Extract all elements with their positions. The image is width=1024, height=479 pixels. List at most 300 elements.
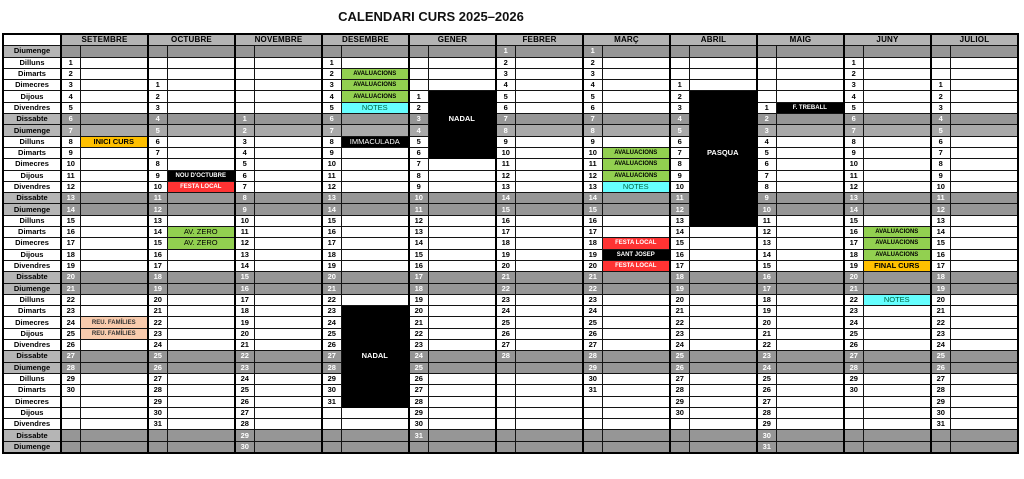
calendar-row	[3, 430, 1018, 441]
day-label-cell: Dilluns	[3, 136, 61, 147]
day-number-cell: 18	[61, 249, 80, 260]
empty-cell	[776, 260, 844, 271]
day-number-cell	[61, 46, 80, 57]
empty-cell	[863, 102, 931, 113]
empty-cell	[80, 102, 148, 113]
day-number-cell	[61, 441, 80, 453]
day-number-cell: 19	[322, 260, 341, 271]
day-number-cell: 16	[148, 249, 167, 260]
day-label-cell: Dijous	[3, 249, 61, 260]
day-number-cell: 3	[322, 80, 341, 91]
day-number-cell: 23	[235, 362, 254, 373]
empty-cell	[776, 227, 844, 238]
empty-cell	[254, 407, 322, 418]
day-number-cell: 23	[148, 328, 167, 339]
day-number-cell: 11	[61, 170, 80, 181]
empty-cell	[515, 260, 583, 271]
day-number-cell: 6	[583, 102, 602, 113]
empty-cell	[515, 181, 583, 192]
day-number-cell: 10	[670, 181, 689, 192]
day-number-cell: 30	[61, 385, 80, 396]
day-number-cell	[235, 102, 254, 113]
empty-cell	[428, 204, 496, 215]
empty-cell	[80, 91, 148, 102]
event-cell: REU. FAMÍLIES	[80, 317, 148, 328]
day-number-cell: 20	[496, 260, 515, 271]
empty-cell	[341, 419, 409, 430]
empty-cell	[863, 181, 931, 192]
day-number-cell: 15	[931, 238, 950, 249]
day-number-cell: 13	[757, 238, 776, 249]
empty-cell	[776, 80, 844, 91]
day-number-cell: 4	[496, 80, 515, 91]
calendar-row	[3, 306, 1018, 317]
day-number-cell: 26	[583, 328, 602, 339]
empty-cell	[950, 238, 1018, 249]
day-number-cell: 19	[235, 317, 254, 328]
day-number-cell: 24	[148, 340, 167, 351]
day-number-cell	[670, 419, 689, 430]
day-number-cell: 10	[844, 159, 863, 170]
empty-cell	[254, 317, 322, 328]
empty-cell	[776, 419, 844, 430]
day-number-cell: 2	[583, 57, 602, 68]
empty-cell	[602, 114, 670, 125]
day-number-cell: 5	[931, 125, 950, 136]
day-number-cell: 5	[496, 91, 515, 102]
day-number-cell: 20	[757, 317, 776, 328]
day-number-cell: 11	[583, 159, 602, 170]
day-number-cell: 26	[496, 328, 515, 339]
day-number-cell: 26	[61, 340, 80, 351]
calendar-row	[3, 193, 1018, 204]
event-cell: AVALUACIONS	[602, 159, 670, 170]
calendar-row	[3, 57, 1018, 68]
day-number-cell: 23	[583, 294, 602, 305]
empty-cell	[863, 419, 931, 430]
empty-cell	[950, 159, 1018, 170]
day-number-cell: 20	[670, 294, 689, 305]
empty-cell	[254, 204, 322, 215]
month-header-juny: JUNY	[844, 34, 931, 46]
day-number-cell: 13	[670, 215, 689, 226]
empty-cell	[776, 441, 844, 453]
month-header-novembre: NOVEMBRE	[235, 34, 322, 46]
calendar-row	[3, 68, 1018, 79]
day-label-cell: Dissabte	[3, 272, 61, 283]
day-number-cell: 26	[844, 340, 863, 351]
empty-cell	[776, 91, 844, 102]
day-number-cell: 24	[583, 306, 602, 317]
day-label-cell: Dijous	[3, 170, 61, 181]
month-header-row	[3, 34, 1018, 46]
empty-cell	[167, 136, 235, 147]
day-number-cell: 6	[235, 170, 254, 181]
empty-cell	[167, 114, 235, 125]
empty-cell	[341, 193, 409, 204]
empty-cell	[167, 385, 235, 396]
empty-cell	[950, 136, 1018, 147]
day-number-cell: 2	[235, 125, 254, 136]
day-number-cell: 16	[844, 227, 863, 238]
empty-cell	[515, 193, 583, 204]
empty-cell	[167, 272, 235, 283]
calendar-row	[3, 441, 1018, 453]
empty-cell	[167, 396, 235, 407]
empty-cell	[950, 283, 1018, 294]
holiday-block-cell	[341, 373, 409, 384]
day-number-cell	[61, 419, 80, 430]
empty-cell	[167, 125, 235, 136]
day-number-cell: 21	[844, 283, 863, 294]
empty-cell	[167, 102, 235, 113]
empty-cell	[689, 362, 757, 373]
empty-cell	[80, 125, 148, 136]
day-number-cell: 27	[409, 385, 428, 396]
empty-cell	[776, 373, 844, 384]
empty-cell	[602, 373, 670, 384]
day-number-cell: 24	[322, 317, 341, 328]
day-number-cell: 26	[931, 362, 950, 373]
empty-cell	[428, 407, 496, 418]
day-number-cell: 28	[757, 407, 776, 418]
day-number-cell: 2	[757, 114, 776, 125]
calendar-row	[3, 249, 1018, 260]
day-number-cell: 11	[235, 227, 254, 238]
empty-cell	[167, 57, 235, 68]
empty-cell	[254, 419, 322, 430]
day-number-cell: 7	[670, 147, 689, 158]
day-number-cell: 13	[61, 193, 80, 204]
empty-cell	[950, 385, 1018, 396]
empty-cell	[602, 204, 670, 215]
day-number-cell	[148, 430, 167, 441]
day-number-cell: 4	[757, 136, 776, 147]
empty-cell	[80, 193, 148, 204]
event-cell: AVALUACIONS	[341, 80, 409, 91]
empty-cell	[776, 317, 844, 328]
day-label-cell: Divendres	[3, 340, 61, 351]
empty-cell	[254, 373, 322, 384]
day-number-cell: 6	[61, 114, 80, 125]
day-number-cell: 21	[931, 306, 950, 317]
day-number-cell: 14	[322, 204, 341, 215]
day-number-cell: 14	[583, 193, 602, 204]
empty-cell	[341, 407, 409, 418]
empty-cell	[515, 159, 583, 170]
day-number-cell: 8	[844, 136, 863, 147]
empty-cell	[80, 351, 148, 362]
empty-cell	[254, 396, 322, 407]
empty-cell	[167, 441, 235, 453]
empty-cell	[167, 204, 235, 215]
day-number-cell: 7	[148, 147, 167, 158]
empty-cell	[341, 430, 409, 441]
day-number-cell: 28	[235, 419, 254, 430]
empty-cell	[689, 407, 757, 418]
day-number-cell: 16	[61, 227, 80, 238]
day-number-cell: 27	[322, 351, 341, 362]
day-number-cell: 9	[670, 170, 689, 181]
empty-cell	[341, 46, 409, 57]
empty-cell	[863, 125, 931, 136]
day-number-cell: 7	[757, 170, 776, 181]
calendar-row	[3, 351, 1018, 362]
empty-cell	[863, 328, 931, 339]
empty-cell	[950, 80, 1018, 91]
empty-cell	[602, 215, 670, 226]
empty-cell	[776, 283, 844, 294]
day-label-cell: Divendres	[3, 419, 61, 430]
empty-cell	[254, 46, 322, 57]
empty-cell	[254, 159, 322, 170]
day-number-cell: 3	[670, 102, 689, 113]
event-cell: FESTA LOCAL	[602, 238, 670, 249]
day-number-cell: 13	[235, 249, 254, 260]
empty-cell	[167, 328, 235, 339]
day-number-cell: 31	[148, 419, 167, 430]
day-number-cell: 18	[757, 294, 776, 305]
calendar-row	[3, 181, 1018, 192]
day-number-cell: 24	[931, 340, 950, 351]
day-number-cell: 25	[235, 385, 254, 396]
empty-cell	[776, 68, 844, 79]
day-number-cell: 31	[322, 396, 341, 407]
corner-cell	[3, 34, 61, 46]
empty-cell	[602, 441, 670, 453]
holiday-block-cell	[341, 340, 409, 351]
calendar	[2, 33, 1019, 454]
day-number-cell	[931, 57, 950, 68]
month-header-febrer: FEBRER	[496, 34, 583, 46]
day-number-cell: 5	[844, 102, 863, 113]
day-number-cell: 25	[148, 351, 167, 362]
empty-cell	[950, 306, 1018, 317]
empty-cell	[428, 317, 496, 328]
calendar-row	[3, 238, 1018, 249]
day-number-cell	[235, 91, 254, 102]
day-number-cell: 21	[757, 328, 776, 339]
day-number-cell: 22	[931, 317, 950, 328]
day-number-cell: 15	[148, 238, 167, 249]
day-number-cell: 16	[670, 249, 689, 260]
empty-cell	[515, 373, 583, 384]
empty-cell	[515, 238, 583, 249]
day-number-cell: 7	[322, 125, 341, 136]
empty-cell	[776, 159, 844, 170]
day-number-cell: 29	[235, 430, 254, 441]
day-number-cell: 28	[844, 362, 863, 373]
empty-cell	[602, 57, 670, 68]
empty-cell	[80, 385, 148, 396]
day-number-cell: 11	[409, 204, 428, 215]
calendar-row	[3, 114, 1018, 125]
empty-cell	[602, 283, 670, 294]
calendar-row	[3, 80, 1018, 91]
event-cell: NOTES	[341, 102, 409, 113]
empty-cell	[863, 147, 931, 158]
empty-cell	[80, 57, 148, 68]
day-number-cell: 28	[670, 385, 689, 396]
empty-cell	[515, 147, 583, 158]
empty-cell	[341, 272, 409, 283]
empty-cell	[428, 396, 496, 407]
day-number-cell: 22	[322, 294, 341, 305]
day-number-cell: 12	[931, 204, 950, 215]
day-number-cell: 25	[583, 317, 602, 328]
day-number-cell	[583, 407, 602, 418]
day-number-cell: 22	[496, 283, 515, 294]
empty-cell	[341, 170, 409, 181]
day-number-cell: 22	[844, 294, 863, 305]
empty-cell	[950, 441, 1018, 453]
empty-cell	[950, 193, 1018, 204]
empty-cell	[515, 351, 583, 362]
day-number-cell: 25	[931, 351, 950, 362]
calendar-row	[3, 328, 1018, 339]
empty-cell	[515, 102, 583, 113]
empty-cell	[776, 430, 844, 441]
empty-cell	[689, 419, 757, 430]
empty-cell	[776, 193, 844, 204]
day-number-cell: 13	[844, 193, 863, 204]
empty-cell	[950, 215, 1018, 226]
empty-cell	[167, 340, 235, 351]
day-number-cell: 12	[235, 238, 254, 249]
day-number-cell: 16	[235, 283, 254, 294]
day-number-cell	[61, 430, 80, 441]
day-number-cell: 22	[409, 328, 428, 339]
day-number-cell: 23	[409, 340, 428, 351]
empty-cell	[341, 57, 409, 68]
day-number-cell: 14	[148, 227, 167, 238]
day-number-cell: 17	[931, 260, 950, 271]
day-label-cell: Dimecres	[3, 317, 61, 328]
empty-cell	[950, 170, 1018, 181]
empty-cell	[80, 430, 148, 441]
day-number-cell: 20	[235, 328, 254, 339]
day-number-cell: 23	[496, 294, 515, 305]
day-number-cell	[148, 57, 167, 68]
empty-cell	[863, 272, 931, 283]
day-number-cell: 14	[61, 204, 80, 215]
day-number-cell	[322, 46, 341, 57]
day-number-cell: 23	[844, 306, 863, 317]
day-label-cell: Divendres	[3, 260, 61, 271]
empty-cell	[80, 260, 148, 271]
event-cell: AV. ZERO	[167, 227, 235, 238]
day-number-cell: 27	[496, 340, 515, 351]
empty-cell	[863, 306, 931, 317]
day-number-cell: 10	[61, 159, 80, 170]
empty-cell	[515, 430, 583, 441]
day-number-cell: 5	[148, 125, 167, 136]
holiday-block-cell	[341, 328, 409, 339]
day-number-cell: 18	[931, 272, 950, 283]
empty-cell	[950, 204, 1018, 215]
day-number-cell: 15	[496, 204, 515, 215]
day-number-cell	[757, 68, 776, 79]
empty-cell	[167, 193, 235, 204]
day-number-cell: 9	[61, 147, 80, 158]
day-number-cell: 9	[583, 136, 602, 147]
empty-cell	[428, 260, 496, 271]
empty-cell	[341, 215, 409, 226]
empty-cell	[254, 114, 322, 125]
day-number-cell: 2	[61, 68, 80, 79]
day-number-cell: 27	[670, 373, 689, 384]
empty-cell	[776, 170, 844, 181]
empty-cell	[80, 181, 148, 192]
calendar-row	[3, 362, 1018, 373]
day-number-cell: 7	[235, 181, 254, 192]
empty-cell	[863, 80, 931, 91]
empty-cell	[428, 340, 496, 351]
day-number-cell: 14	[235, 260, 254, 271]
empty-cell	[602, 125, 670, 136]
day-number-cell: 22	[757, 340, 776, 351]
empty-cell	[950, 57, 1018, 68]
empty-cell	[428, 215, 496, 226]
day-number-cell: 2	[148, 91, 167, 102]
empty-cell	[167, 306, 235, 317]
empty-cell	[428, 306, 496, 317]
day-number-cell: 6	[148, 136, 167, 147]
day-number-cell: 12	[61, 181, 80, 192]
holiday-block-cell: NADAL	[428, 114, 496, 125]
empty-cell	[950, 419, 1018, 430]
month-header-abril: ABRIL	[670, 34, 757, 46]
day-number-cell	[844, 396, 863, 407]
empty-cell	[254, 340, 322, 351]
day-number-cell: 25	[61, 328, 80, 339]
empty-cell	[515, 125, 583, 136]
day-number-cell: 30	[670, 407, 689, 418]
day-number-cell: 15	[757, 260, 776, 271]
day-number-cell: 1	[757, 102, 776, 113]
day-number-cell	[496, 430, 515, 441]
empty-cell	[689, 441, 757, 453]
empty-cell	[341, 114, 409, 125]
empty-cell	[80, 46, 148, 57]
day-number-cell: 8	[931, 159, 950, 170]
day-number-cell: 29	[61, 373, 80, 384]
empty-cell	[254, 170, 322, 181]
event-cell: AVALUACIONS	[602, 170, 670, 181]
day-number-cell: 20	[322, 272, 341, 283]
day-number-cell: 26	[235, 396, 254, 407]
empty-cell	[254, 227, 322, 238]
empty-cell	[689, 249, 757, 260]
empty-cell	[950, 351, 1018, 362]
empty-cell	[428, 430, 496, 441]
empty-cell	[950, 362, 1018, 373]
day-number-cell	[496, 373, 515, 384]
empty-cell	[602, 294, 670, 305]
empty-cell	[80, 204, 148, 215]
empty-cell	[689, 385, 757, 396]
empty-cell	[950, 317, 1018, 328]
day-label-cell: Diumenge	[3, 283, 61, 294]
empty-cell	[254, 125, 322, 136]
empty-cell	[341, 238, 409, 249]
day-label-cell: Diumenge	[3, 46, 61, 57]
day-number-cell: 19	[61, 260, 80, 271]
empty-cell	[689, 260, 757, 271]
empty-cell	[689, 294, 757, 305]
empty-cell	[776, 362, 844, 373]
month-header-setembre: SETEMBRE	[61, 34, 148, 46]
